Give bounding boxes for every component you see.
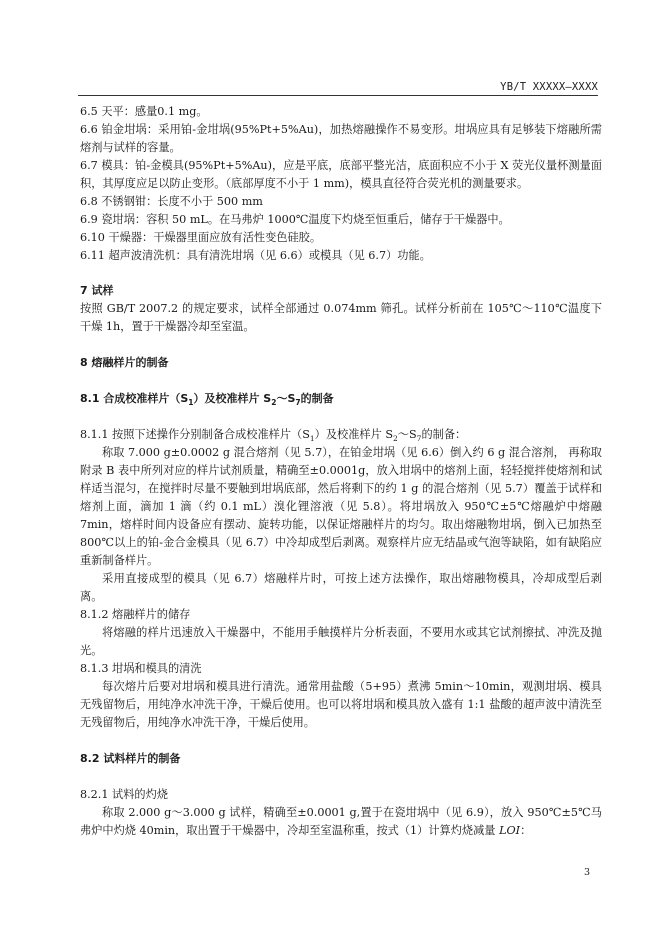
clause-8-1-2-heading: 8.1.2 熔融样片的储存 <box>80 608 191 621</box>
clause-6-5: 6.5 天平：感量0.1 mg。 <box>80 105 208 118</box>
clause-8-2-1-text: 称取 2.000 g～3.000 g 试样，精确至±0.0001 g,置于在瓷坩埚中（见 6.9），放入 950℃±5℃马弗炉中灼烧 40min，取出置于干燥器中，冷却至室温称重，按式（1）计算灼烧减量 LOI： <box>80 806 602 837</box>
section-7-heading: 7 试样 <box>80 284 114 297</box>
clause-6-11: 6.11 超声波清洗机：具有清洗坩埚（见 6.6）或模具（见 6.7）功能。 <box>80 249 431 262</box>
clause-8-1-3-heading: 8.1.3 坩埚和模具的清洗 <box>80 662 202 675</box>
section-8-heading: 8 熔融样片的制备 <box>80 356 169 369</box>
clause-8-1-1-para-1: 称取 7.000 g±0.0002 g 混合熔剂（见 5.7），在铂金坩埚（见 6.6）倒入约 6 g 混合溶剂， 再称取附录 B 表中所列对应的样片试剂质量，精确至±0.0001g，放入坩埚中的熔剂上面，轻轻搅拌使熔剂和试样适当混匀，在搅拌时尽量不要触到坩埚底部，然后将剩下的约 1 g 的混合熔剂（见 5.7）覆盖于试样和熔剂上面，滴加 1 滴（约 0.1 mL）溴化锂溶液（见 5.8）。将坩埚放入 950℃±5℃熔融炉中熔融 7min，熔样时间内设备应有摆动、旋转功能，以保证熔融样片的均匀。取出熔融物坩埚，倒入已加热至 800℃以上的铂-金合金模具（见 6.7）中冷却成型后剥离。观察样片应无结晶或气泡等缺陷，如有缺陷应重新制备样片。 <box>80 446 602 567</box>
clause-8-1-1-para-2: 采用直接成型的模具（见 6.7）熔融样片时，可按上述方法操作，取出熔融物模具，冷却成型后剥离。 <box>80 572 602 603</box>
clause-6-8: 6.8 不锈钢钳：长度不小于 500 mm <box>80 195 263 208</box>
section-8-1-heading: 8.1 合成校准样片$(S_1)$及校准样片 $S_2\sim S_7$的制备 <box>80 392 334 408</box>
page-number: 3 <box>583 867 590 878</box>
clause-8-1-3-text: 每次熔片后要对坩埚和模具进行清洗。通常用盐酸（5+95）煮沸 5min～10min，观测坩埚、模具无残留物后，用纯净水冲洗干净，干燥后使用。也可以将坩埚和模具放入盛有 1:1 盐酸的超声波中清洗至无残留物后，用纯净水冲洗干净，干燥后使用。 <box>80 680 602 729</box>
document-body <box>80 103 602 840</box>
document-code-header: YB/T XXXXX—XXXX <box>500 81 598 93</box>
clause-6-10: 6.10 干燥器：干燥器里面应放有活性变色硅胶。 <box>80 231 322 244</box>
clause-8-2-1-heading: 8.2.1 试料的灼烧 <box>80 788 168 801</box>
clause-6-6: 6.6 铂金坩埚：采用铂-金坩埚(95%Pt+5%Au)，加热熔融操作不易变形。坩埚应具有足够装下熔融所需熔剂与试样的容量。 <box>80 123 602 154</box>
clause-8-1-2-text: 将熔融的样片迅速放入干燥器中，不能用手触摸样片分析表面，不要用水或其它试剂擦拭、冲洗及抛光。 <box>80 626 602 657</box>
clause-6-7: 6.7 模具：铂-金模具(95%Pt+5%Au)，应是平底，底部平整光洁，底面积应不小于 X 荧光仪量杯测量面积，其厚度应足以防止变形。（底部厚度不小于 1 mm)，模具直径符合荧光机的测量要求。 <box>80 159 602 190</box>
clause-8-1-1-lead: 8.1.1 按照下述操作分别制备合成校准样片$(S_1)$及校准样片 $S_2\sim S_7$的制备： <box>80 428 467 444</box>
section-8-2-heading: 8.2 试料样片的制备 <box>80 752 181 765</box>
clause-6-9: 6.9 瓷坩埚：容积 50 mL。在马弗炉 1000℃温度下灼烧至恒重后，储存于干燥器中。 <box>80 213 510 226</box>
section-7-text: 按照 GB/T 2007.2 的规定要求，试样全部通过 0.074mm 筛孔。试样分析前在 105℃～110℃温度下干燥 1h，置于干燥器冷却至室温。 <box>80 302 602 333</box>
header-rule <box>78 95 598 96</box>
